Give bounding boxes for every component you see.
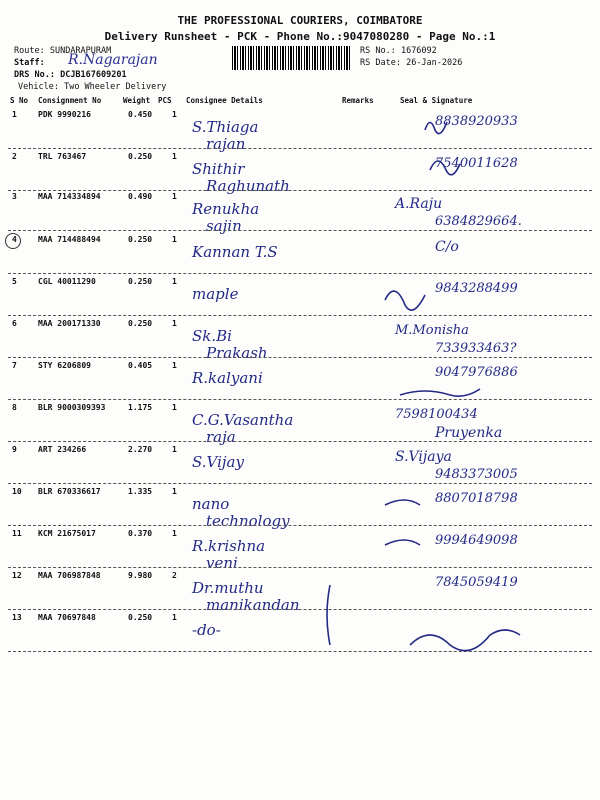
signature-handwriting: S.Vijaya [395,449,452,465]
consignee-handwriting: nano [192,495,230,513]
row-separator [8,230,592,231]
cell-sno: 7 [12,361,17,370]
consignee-handwriting: technology [206,512,290,530]
row-separator [8,148,592,149]
consignee-handwriting: -do- [192,621,221,639]
signature-handwriting: C/o [435,239,459,255]
consignee-handwriting: Prakash [206,344,268,362]
signature-handwriting: 7540011628 [435,156,518,171]
rs-no-label: RS No.: [360,46,396,56]
cell-cn: ART 234266 [38,445,87,454]
cell-wt: 1.175 [128,403,153,412]
signature-stroke [385,500,420,505]
signature-handwriting: 8807018798 [435,491,518,506]
cell-pcs: 2 [172,571,177,580]
vehicle-line [18,82,166,92]
cell-cn: MAA 200171330 [38,319,101,328]
cell-cn: MAA 70697848 [38,613,96,622]
signature-handwriting: 7845059419 [435,575,518,590]
drs-label: DRS No.: [14,70,55,80]
cell-pcs: 1 [172,403,177,412]
consignee-handwriting: S.Thiaga [192,118,259,136]
route-label: Route: [14,46,45,56]
row-separator [8,399,592,400]
cell-wt: 0.405 [128,361,153,370]
cell-wt: 1.335 [128,487,153,496]
cell-wt: 0.250 [128,235,153,244]
row-separator [8,525,592,526]
cell-pcs: 1 [172,487,177,496]
consignee-handwriting: R.kalyani [192,369,263,387]
consignee-handwriting: Dr.muthu [192,579,264,597]
signature-handwriting: A.Raju [395,196,443,212]
cell-cn: MAA 706987848 [38,571,101,580]
cell-wt: 0.250 [128,152,153,161]
signature-handwriting: 9483373005 [435,467,518,482]
staff-line [14,58,45,68]
consignee-handwriting: raja [206,428,236,446]
cell-wt: 9.980 [128,571,153,580]
cell-sno: 4 [12,235,17,244]
cell-sno: 2 [12,152,17,161]
cell-cn: STY 6206809 [38,361,91,370]
cell-pcs: 1 [172,613,177,622]
signature-stroke [385,540,420,545]
consignee-handwriting: R.krishna [192,537,266,555]
row-separator [8,441,592,442]
vehicle-label: Vehicle: [18,82,59,92]
rs-no-line [360,46,437,56]
rs-date-label: RS Date: [360,58,401,68]
cell-sno: 3 [12,192,17,201]
signature-stroke [400,389,480,396]
cell-cn: TRL 763467 [38,152,87,161]
col-sno: S No [10,96,29,105]
row-separator [8,190,592,191]
vehicle-value: Two Wheeler Delivery [64,82,167,92]
consignee-handwriting: S.Vijay [192,453,244,471]
signature-handwriting: 8838920933 [435,114,518,129]
consignee-handwriting: sajin [206,217,242,235]
cell-cn: BLR 9000309393 [38,403,106,412]
cell-wt: 2.270 [128,445,153,454]
cell-wt: 0.250 [128,319,153,328]
cell-wt: 0.370 [128,529,153,538]
consignee-handwriting: Shithir [192,160,245,178]
row-separator [8,651,592,652]
consignee-handwriting: maple [192,285,239,303]
cell-cn: KCM 21675017 [38,529,96,538]
signature-handwriting: Pruyenka [435,425,503,441]
cell-wt: 0.250 [128,277,153,286]
cell-sno: 5 [12,277,17,286]
cell-sno: 8 [12,403,17,412]
consignee-handwriting: Sk.Bi [192,327,232,345]
cell-pcs: 1 [172,445,177,454]
signature-stroke [385,291,425,310]
consignee-handwriting: manikandan [206,596,300,614]
cell-pcs: 1 [172,235,177,244]
row-separator [8,273,592,274]
signature-handwriting: 6384829664. [435,214,522,229]
cell-pcs: 1 [172,152,177,161]
cell-cn: BLR 670336617 [38,487,101,496]
cell-wt: 0.490 [128,192,153,201]
cell-cn: PDK 9990216 [38,110,91,119]
cell-cn: MAA 714334894 [38,192,101,201]
drs-line [14,70,127,80]
consignee-handwriting: C.G.Vasantha [192,411,294,429]
col-signature: Seal & Signature [400,96,473,105]
cell-pcs: 1 [172,192,177,201]
cell-sno: 12 [12,571,22,580]
cell-sno: 13 [12,613,22,622]
row-separator [8,483,592,484]
row-separator [8,567,592,568]
cell-sno: 11 [12,529,22,538]
rs-date-value: 26-Jan-2026 [406,58,463,68]
col-weight: Weight [123,96,151,105]
runsheet-subtitle: Delivery Runsheet - PCK - Phone No.:9047080280 - Page No.:1 [104,30,496,43]
consignee-handwriting: Renukha [192,200,260,218]
col-consignment: Consignment No [38,96,102,105]
cell-pcs: 1 [172,529,177,538]
cell-pcs: 1 [172,277,177,286]
consignee-handwriting: Raghunath [206,177,290,195]
cell-wt: 0.450 [128,110,153,119]
signature-handwriting: 9843288499 [435,281,518,296]
cell-pcs: 1 [172,361,177,370]
cell-sno: 1 [12,110,17,119]
consignee-handwriting: Kannan T.S [192,243,278,261]
cell-cn: CGL 40011290 [38,277,96,286]
cell-wt: 0.250 [128,613,153,622]
signature-handwriting: 7598100434 [395,407,478,422]
signature-handwriting: 9994649098 [435,533,518,548]
row-separator [8,357,592,358]
col-pcs: PCS [158,96,172,105]
row-separator [8,315,592,316]
consignee-handwriting: rajan [206,135,246,153]
cell-sno: 6 [12,319,17,328]
rs-date-line [360,58,462,68]
runsheet-title: THE PROFESSIONAL COURIERS, COIMBATORE [177,14,423,27]
staff-label: Staff: [14,58,45,68]
cell-pcs: 1 [172,319,177,328]
consignee-handwriting: veni [206,554,238,572]
signature-stroke [410,630,520,651]
cell-cn: MAA 714488494 [38,235,101,244]
signature-handwriting: 733933463? [435,341,517,356]
cell-sno: 10 [12,487,22,496]
drs-value: DCJB167609201 [60,70,127,80]
col-remarks: Remarks [342,96,374,105]
cell-pcs: 1 [172,110,177,119]
col-consignee: Consignee Details [186,96,263,105]
cell-sno: 9 [12,445,17,454]
rs-no-value: 1676092 [400,46,437,56]
signature-stroke [327,585,330,645]
signature-handwriting: M.Monisha [395,323,469,338]
signature-handwriting: 9047976886 [435,365,518,380]
barcode [232,46,352,70]
staff-handwritten: R.Nagarajan [68,52,158,68]
route-value: SUNDARAPURAM [49,46,112,56]
row-separator [8,609,592,610]
